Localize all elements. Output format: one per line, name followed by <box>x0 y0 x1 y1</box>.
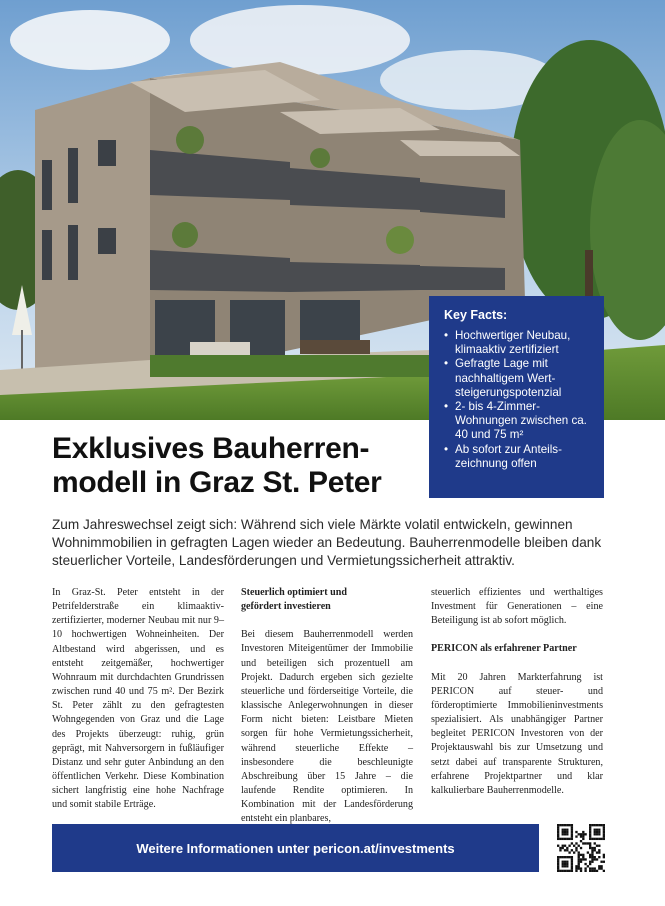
headline-line-2: modell in Graz St. Peter <box>52 466 382 499</box>
column-1-text: In Graz-St. Peter entsteht in der Petrifelderstraße ein klimaaktiv-zertifizierter, moderner Neubau mit nur 9–10 hochwertigen Wohneinheiten. Der Altbestand wird abgerissen, und es entsteht zeitgemäßer, hochwertiger Wohnraum mit durchdachten Grundrissen zwischen rund 40 und 75 m². Der Bezirk St. Peter zählt zu den gefragtesten Wohngegenden von Graz und die Lage des Projekts überzeugt: ruhig, grün geprägt, mit Nahversorgern in fußläufiger Distanz und sehr guter Anbindung an den öffentlichen Verkehr. Diese Kombination sichert langfristig eine hohe Nachfrage und somit stabile Erträge. <box>52 587 224 811</box>
headline-line-1: Exklusives Bauherren- <box>52 432 370 465</box>
info-banner[interactable] <box>52 824 539 872</box>
key-facts-box <box>429 296 604 498</box>
headline <box>52 432 382 500</box>
key-fact-item: • Ab sofort zur Anteils-zeichnung offen <box>444 443 592 471</box>
info-banner-text[interactable]: Weitere Informationen unter pericon.at/investments <box>136 840 455 856</box>
key-fact-item: • Hochwertiger Neubau, klimaaktiv zertifiziert <box>444 329 592 357</box>
intro-paragraph: Zum Jahreswechsel zeigt sich: Während sich viele Märkte volatil entwickeln, gewinnen Wohnimmobilien in gefragten Lagen wieder an Bedeutung. Bauherrenmodelle bleiben dank steuerlicher Vorteile, Landesförderungen und Vermietungssicherheit attraktiv. <box>52 517 602 568</box>
article-column-1 <box>52 586 224 813</box>
column-2-heading-line-2: gefördert investieren <box>241 601 331 613</box>
column-3-text-b: Mit 20 Jahren Markterfahrung ist PERICON auf steuer- und förderoptimierte Immobilieninvestments spezialisiert. Als unabhängiger Partner begleitet PERICON Investoren von der Projektauswahl bis zur Umsetzung und setzt dabei auf transparente Strukturen, erfahrene Projektpartner und klar kalkulierbare Bauherrenmodelle. <box>431 671 603 796</box>
column-2-text: Bei diesem Bauherrenmodell werden Investoren Miteigentümer der Immobilie und beteiligen sich prozentuell am Projekt. Dadurch ergeben sich gezielte steuerliche und förderseitige Vorteile, die klassische Anlegerwohnungen in dieser Form nicht bieten: Leistbare Mieten sorgen für hohe Vermietungssicherheit, während steuerliche Effekte – insbesondere die beschleunigte Abschreibung über 15 Jahre – die laufende Rendite optimieren. In Kombination mit der Landesförderung entsteht ein planbares, <box>241 629 413 825</box>
key-facts-title: Key Facts: <box>444 308 508 322</box>
qr-code-icon[interactable] <box>557 824 605 872</box>
article-column-3 <box>431 586 603 798</box>
key-facts-list <box>444 329 592 471</box>
key-fact-item: • Gefragte Lage mit nachhaltigem Wert-steigerungspotenzial <box>444 357 592 400</box>
article-column-2 <box>241 586 413 827</box>
column-3-text-a: steuerlich effizientes und werthaltiges Investment für Generationen – eine Beteiligung ist ab sofort möglich. <box>431 587 603 627</box>
column-2-heading-line-1: Steuerlich optimiert und <box>241 587 347 598</box>
column-3-heading: PERICON als erfahrener Partner <box>431 643 577 655</box>
key-fact-item: • 2- bis 4-Zimmer-Wohnungen zwischen ca. 40 und 75 m² <box>444 400 592 443</box>
column-2-heading <box>241 586 413 614</box>
